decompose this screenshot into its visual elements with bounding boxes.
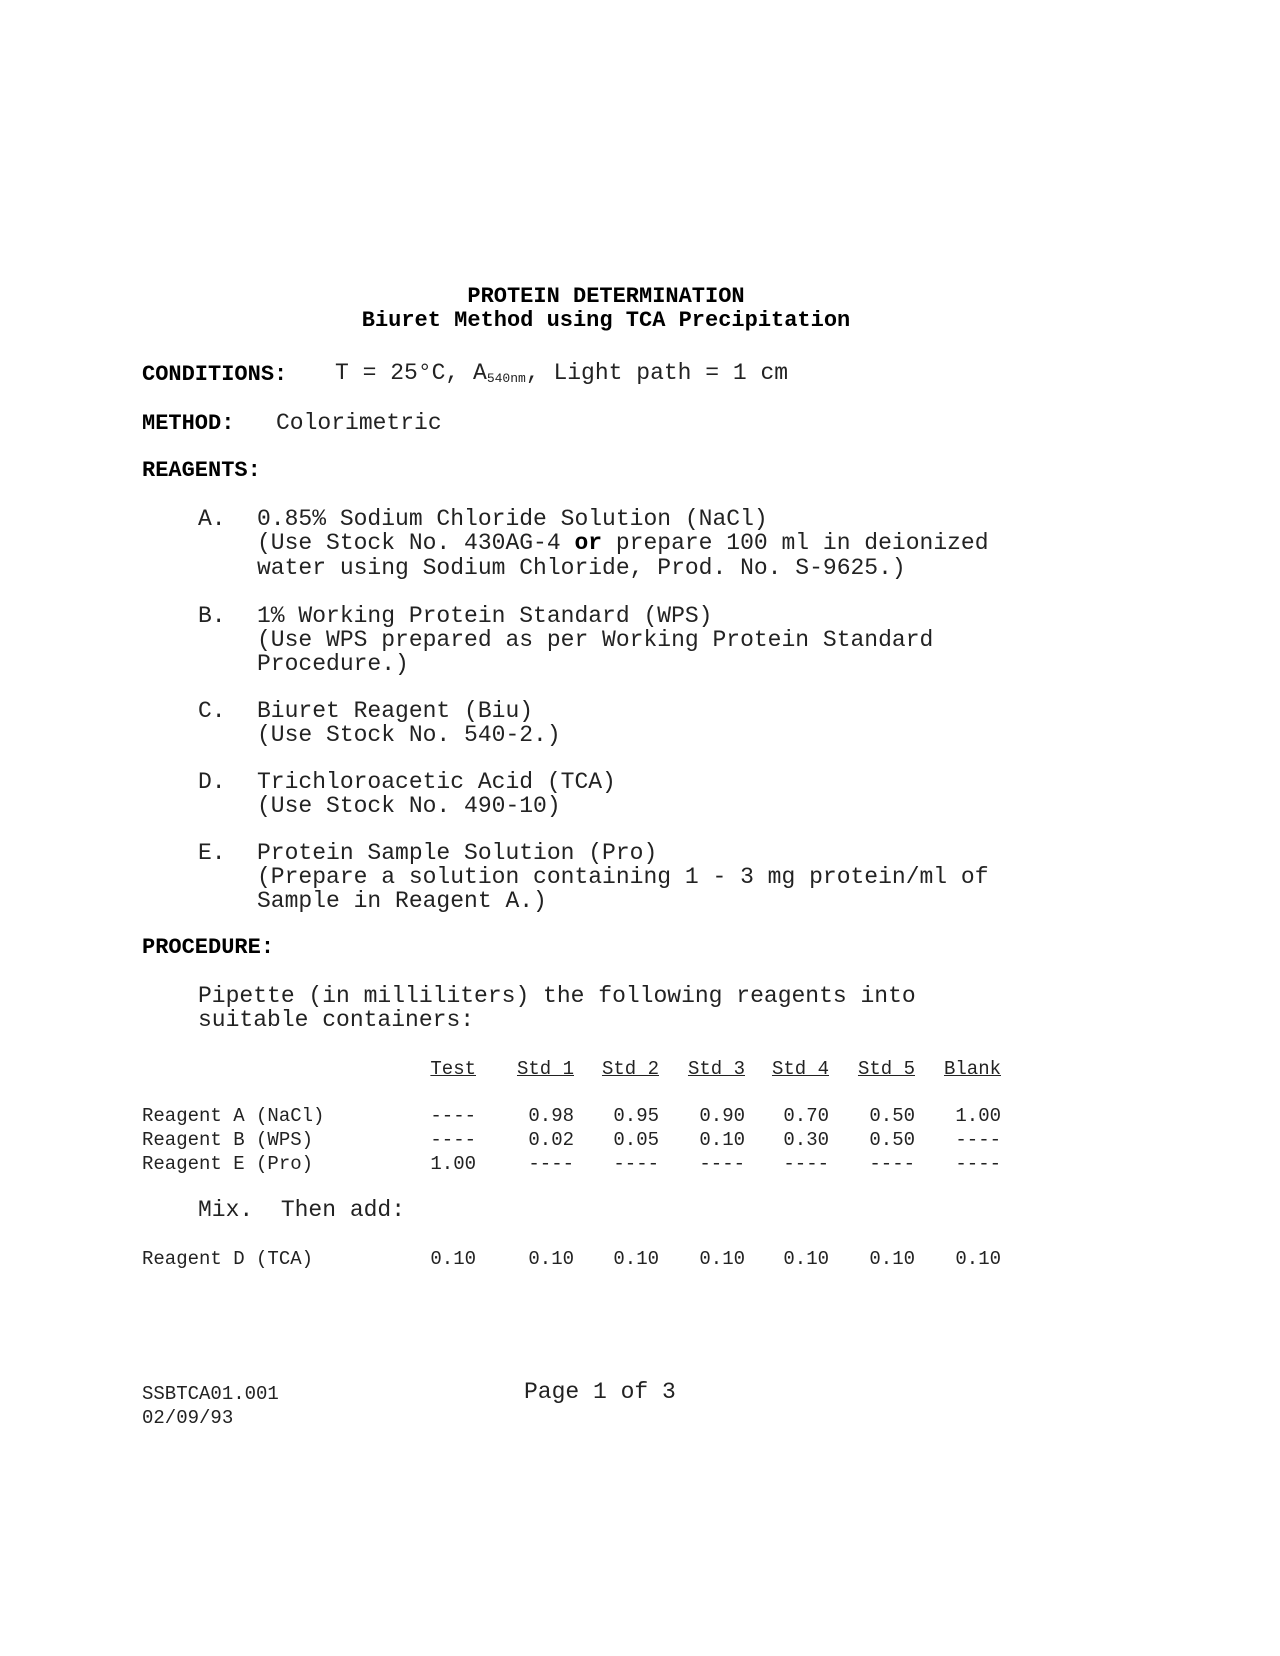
table-cell: 0.02 <box>528 1129 574 1151</box>
col-header-std1: Std 1 <box>516 1058 574 1080</box>
table-cell: 0.95 <box>613 1105 659 1127</box>
table-cell: 0.30 <box>783 1129 829 1151</box>
reagent-e-name: Protein Sample Solution (Pro) <box>257 840 658 866</box>
reagents-label: REAGENTS: <box>142 458 261 483</box>
reagent-b-name: 1% Working Protein Standard (WPS) <box>257 603 713 629</box>
conditions-value: T = 25°C, $A_{540nm}$, Light path = 1 cm <box>335 360 789 386</box>
table-cell: ---- <box>699 1153 745 1175</box>
procedure-intro-line2: suitable containers: <box>198 1007 475 1033</box>
page-subtitle: Biuret Method using TCA Precipitation <box>361 308 851 333</box>
table-cell: 0.10 <box>955 1248 1001 1270</box>
page-title: PROTEIN DETERMINATION <box>467 284 745 309</box>
table-cell: 0.90 <box>699 1105 745 1127</box>
table-cell: 0.10 <box>869 1248 915 1270</box>
reagent-e-letter: E. <box>198 840 226 866</box>
table-cell: 0.10 <box>613 1248 659 1270</box>
table-cell: 1.00 <box>955 1105 1001 1127</box>
row-label-reagent-d: Reagent D (TCA) <box>142 1248 314 1270</box>
table-cell: ---- <box>869 1153 915 1175</box>
table-cell: 0.10 <box>430 1248 476 1270</box>
reagent-b-letter: B. <box>198 603 226 629</box>
col-header-std2: Std 2 <box>601 1058 659 1080</box>
col-header-std4: Std 4 <box>771 1058 829 1080</box>
procedure-intro-line1: Pipette (in milliliters) the following reagents into <box>198 983 916 1009</box>
reagent-b-line3: Procedure.) <box>257 651 409 677</box>
table-cell: ---- <box>783 1153 829 1175</box>
footer-doc-id: SSBTCA01.001 <box>142 1383 279 1405</box>
col-header-std5: Std 5 <box>857 1058 915 1080</box>
procedure-label: PROCEDURE: <box>142 935 275 960</box>
table-cell: ---- <box>613 1153 659 1175</box>
table-cell: 1.00 <box>430 1153 476 1175</box>
method-value: Colorimetric <box>276 410 442 436</box>
col-header-std3: Std 3 <box>687 1058 745 1080</box>
table-cell: 0.50 <box>869 1129 915 1151</box>
footer-date: 02/09/93 <box>142 1407 234 1429</box>
reagent-e-line2: (Prepare a solution containing 1 - 3 mg protein/ml of <box>257 864 989 890</box>
table-cell: 0.50 <box>869 1105 915 1127</box>
table-cell: 0.10 <box>699 1248 745 1270</box>
table-cell: ---- <box>955 1129 1001 1151</box>
table-cell: 0.10 <box>783 1248 829 1270</box>
reagent-b-line2: (Use WPS prepared as per Working Protein Standard <box>257 627 934 653</box>
mix-instruction: Mix. Then add: <box>198 1197 406 1223</box>
table-cell: ---- <box>528 1153 574 1175</box>
table-cell: ---- <box>430 1129 476 1151</box>
conditions-label: CONDITIONS: <box>142 362 288 387</box>
reagent-d-name: Trichloroacetic Acid (TCA) <box>257 769 616 795</box>
method-label: METHOD: <box>142 411 235 436</box>
reagent-c-name: Biuret Reagent (Biu) <box>257 698 534 724</box>
reagent-d-letter: D. <box>198 769 226 795</box>
reagent-a-name: 0.85% Sodium Chloride Solution (NaCl) <box>257 506 768 532</box>
row-label-reagent-b: Reagent B (WPS) <box>142 1129 314 1151</box>
reagent-d-line2: (Use Stock No. 490-10) <box>257 793 561 819</box>
col-header-test: Test <box>430 1058 476 1080</box>
row-label-reagent-a: Reagent A (NaCl) <box>142 1105 325 1127</box>
table-cell: 0.98 <box>528 1105 574 1127</box>
table-cell: ---- <box>955 1153 1001 1175</box>
row-label-reagent-e: Reagent E (Pro) <box>142 1153 314 1175</box>
reagent-c-letter: C. <box>198 698 226 724</box>
reagent-a-line2: (Use Stock No. 430AG-4 or prepare 100 ml in deionized <box>257 530 989 556</box>
table-cell: 0.05 <box>613 1129 659 1151</box>
table-cell: 0.10 <box>699 1129 745 1151</box>
col-header-blank: Blank <box>943 1058 1001 1080</box>
reagent-a-line3: water using Sodium Chloride, Prod. No. S-9625.) <box>257 555 906 581</box>
reagent-e-line3: Sample in Reagent A.) <box>257 888 547 914</box>
table-cell: 0.70 <box>783 1105 829 1127</box>
footer-page-number: Page 1 of 3 <box>524 1379 676 1405</box>
table-cell: 0.10 <box>528 1248 574 1270</box>
table-cell: ---- <box>430 1105 476 1127</box>
reagent-c-line2: (Use Stock No. 540-2.) <box>257 722 561 748</box>
reagent-a-letter: A. <box>198 506 226 532</box>
